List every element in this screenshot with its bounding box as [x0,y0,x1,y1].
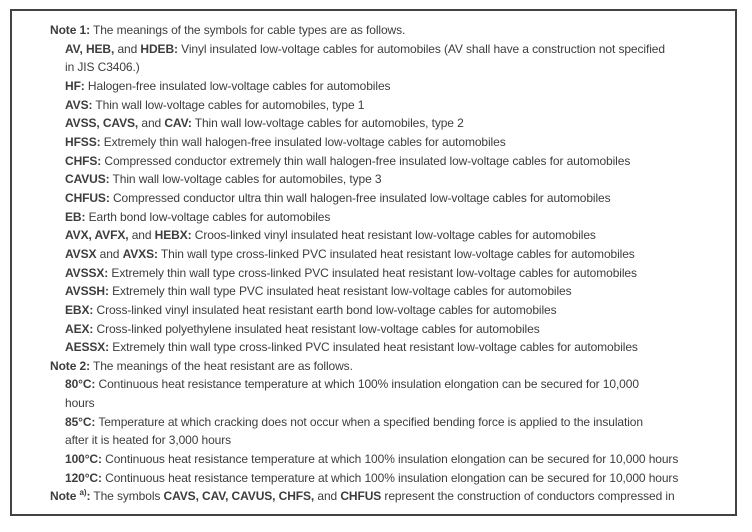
description-text: Cross-linked vinyl insulated heat resistant earth bond low-voltage cables for automobiles [93,302,557,317]
description-text: Thin wall type cross-linked PVC insulated heat resistant low-voltage cables for automobiles [157,246,635,261]
description-text: The meanings of the heat resistant are as follows. [89,358,353,373]
note-line [50,264,727,283]
cable-symbol-text: CHFS: [65,153,102,168]
cable-symbol-text: 80°C: [65,377,96,392]
description-text: hours [65,396,95,411]
note-line [50,21,727,40]
description-text: after it is heated for 3,000 hours [65,433,232,448]
cable-symbol-text: Note 2: [50,358,90,373]
note-line [50,77,727,96]
note-line [50,431,727,450]
cable-symbol-text: EB: [65,209,86,224]
description-text: Continuous heat resistance temperature at which 100% insulation elongation can be secured for 10,000 [95,377,639,392]
notes-border-box [10,9,737,516]
description-text: Cross-linked polyethylene insulated heat resistant low-voltage cables for automobiles [93,321,540,336]
description-text: Temperature at which cracking does not occur when a specified bending force is applied to the insulation [95,414,643,429]
cable-symbol-text: 120°C: [65,470,102,485]
cable-symbol-text: 100°C: [65,452,102,467]
cable-symbol-text: 85°C: [65,414,96,429]
note-line [50,357,727,376]
description-text: Extremely thin wall type cross-linked PVC insulated heat resistant low-voltage cables for automobiles [108,265,637,280]
cable-symbol-text: AVSSH: [65,284,109,299]
cable-symbol-text: HEBX: [154,228,192,243]
note-line [50,189,727,208]
cable-symbol-text: AEX: [65,321,94,336]
cable-symbol-text: CAVUS: [65,172,110,187]
description-text: Thin wall low-voltage cables for automobiles, type 1 [92,97,365,112]
description-text: The meanings of the symbols for cable types are as follows. [89,23,406,37]
description-text: and [138,116,165,131]
cable-symbol-text: CHFUS [340,489,382,504]
note-line [50,226,727,245]
description-text: Extremely thin wall type cross-linked PVC insulated heat resistant low-voltage cables for automobiles [109,340,638,355]
note-line [50,394,727,413]
description-text: and [128,228,155,243]
note-line [50,170,727,189]
cable-symbol-text: HDEB: [140,41,178,56]
note-line [50,413,727,432]
note-line [50,96,727,115]
note-line [50,469,727,488]
note-line [50,208,727,227]
note-line [50,375,727,394]
cable-symbol-text: CAV: [164,116,192,131]
note-line [50,40,727,59]
notes-content [50,21,727,506]
description-text: Vinyl insulated low-voltage cables for automobiles (AV shall have a construction not specified [177,41,665,56]
cable-symbol-text: EBX: [65,302,94,317]
description-text: Extremely thin wall type PVC insulated heat resistant low-voltage cables for automobiles [108,284,572,299]
cable-symbol-text: a) [79,488,87,498]
cable-symbol-text: Note 1: [50,23,90,37]
cable-symbol-text: AVX, AVFX, [65,228,129,243]
description-text: and [314,489,341,504]
cable-symbol-text: HF: [65,78,85,93]
note-line [50,114,727,133]
cable-symbol-text: AVSX [65,246,97,261]
note-line [50,152,727,171]
note-line [50,487,727,506]
note-line [50,58,727,77]
note-line [50,282,727,301]
description-text: Continuous heat resistance temperature at which 100% insulation elongation can be secured for 10,000 hours [101,470,679,485]
cable-symbol-text: : [86,489,91,504]
cable-symbol-text: HFSS: [65,134,101,149]
cable-symbol-text: AV, HEB, [65,41,115,56]
description-text: Compressed conductor extremely thin wall halogen-free insulated low-voltage cables for automobiles [101,153,631,168]
description-text: and [96,246,123,261]
note-line [50,450,727,469]
description-text: Continuous heat resistance temperature at which 100% insulation elongation can be secured for 10,000 hours [101,452,679,467]
note-line [50,245,727,264]
description-text: Halogen-free insulated low-voltage cables for automobiles [84,78,391,93]
cable-symbol-text: AVSS, CAVS, [65,116,139,131]
description-text: in JIS C3406.) [65,60,140,75]
description-text: represent the construction of conductors compressed in [381,489,675,504]
cable-symbol-text: AVS: [65,97,93,112]
note-line [50,338,727,357]
description-text: Compressed conductor ultra thin wall halogen-free insulated low-voltage cables for automobiles [109,190,611,205]
cable-symbol-text: CHFUS: [65,190,110,205]
description-text: The symbols [90,489,164,504]
description-text: Thin wall low-voltage cables for automobiles, type 3 [109,172,382,187]
description-text: Earth bond low-voltage cables for automobiles [85,209,331,224]
description-text: Croos-linked vinyl insulated heat resistant low-voltage cables for automobiles [191,228,596,243]
cable-symbol-text: AESSX: [65,340,110,355]
cable-symbol-text: AVSSX: [65,265,109,280]
description-text: Extremely thin wall halogen-free insulated low-voltage cables for automobiles [100,134,506,149]
note-line [50,301,727,320]
note-line [50,320,727,339]
cable-symbol-text: CAVS, CAV, CAVUS, CHFS, [163,489,315,504]
cable-symbol-text: AVXS: [122,246,158,261]
cable-symbol-text: Note [50,489,80,504]
description-text: Thin wall low-voltage cables for automobiles, type 2 [191,116,464,131]
description-text: and [114,41,141,56]
note-line [50,133,727,152]
